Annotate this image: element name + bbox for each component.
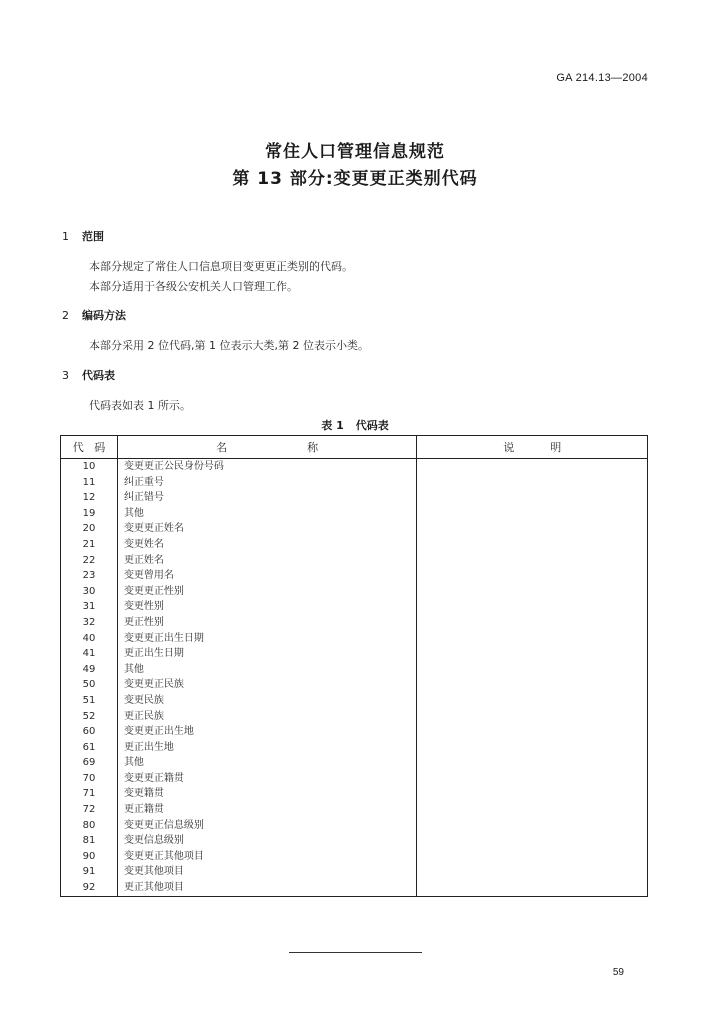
row-description — [417, 521, 648, 537]
row-code: 22 — [61, 553, 118, 569]
row-name: 纠正错号 — [117, 490, 416, 506]
table-row — [61, 740, 648, 756]
row-description — [417, 615, 648, 631]
row-description — [417, 568, 648, 584]
code-table — [60, 435, 648, 897]
table-row — [61, 709, 648, 725]
row-name: 变更曾用名 — [117, 568, 416, 584]
row-description — [417, 506, 648, 522]
row-name: 变更更正籍贯 — [117, 771, 416, 787]
table-row — [61, 506, 648, 522]
row-name: 变更籍贯 — [117, 786, 416, 802]
paragraph: 本部分规定了常住人口信息项目变更更正类别的代码。 — [89, 260, 353, 273]
section-number: 3 — [62, 369, 69, 382]
table-row — [61, 553, 648, 569]
row-name: 变更性别 — [117, 599, 416, 615]
row-name: 变更更正出生地 — [117, 724, 416, 740]
row-code: 70 — [61, 771, 118, 787]
row-name: 变更更正信息级别 — [117, 818, 416, 834]
table-row — [61, 599, 648, 615]
paragraph: 本部分适用于各级公安机关人口管理工作。 — [89, 280, 298, 293]
row-name: 更正出生地 — [117, 740, 416, 756]
table-row — [61, 818, 648, 834]
row-code: 51 — [61, 693, 118, 709]
section-title: 范围 — [82, 230, 104, 243]
page-number: 59 — [612, 967, 624, 978]
row-code: 23 — [61, 568, 118, 584]
row-name: 变更姓名 — [117, 537, 416, 553]
section-number: 1 — [62, 230, 69, 243]
row-code: 30 — [61, 584, 118, 600]
table-row — [61, 584, 648, 600]
table-row — [61, 568, 648, 584]
table-row — [61, 849, 648, 865]
paragraph: 代码表如表 1 所示。 — [89, 399, 191, 412]
row-name: 变更更正姓名 — [117, 521, 416, 537]
row-code: 12 — [61, 490, 118, 506]
row-name: 纠正重号 — [117, 475, 416, 491]
row-description — [417, 631, 648, 647]
row-code: 61 — [61, 740, 118, 756]
row-code: 72 — [61, 802, 118, 818]
row-code: 19 — [61, 506, 118, 522]
row-code: 20 — [61, 521, 118, 537]
row-description — [417, 818, 648, 834]
table-row — [61, 615, 648, 631]
row-description — [417, 802, 648, 818]
row-code: 71 — [61, 786, 118, 802]
row-code: 31 — [61, 599, 118, 615]
row-name: 变更更正公民身份号码 — [117, 459, 416, 475]
table-row — [61, 755, 648, 771]
row-description — [417, 880, 648, 896]
table-row — [61, 631, 648, 647]
table-row — [61, 786, 648, 802]
row-name: 变更更正民族 — [117, 677, 416, 693]
row-description — [417, 677, 648, 693]
row-name: 变更更正性别 — [117, 584, 416, 600]
footer-rule — [289, 952, 422, 953]
row-description — [417, 849, 648, 865]
row-name: 变更民族 — [117, 693, 416, 709]
row-code: 91 — [61, 864, 118, 880]
row-description — [417, 584, 648, 600]
row-name: 更正民族 — [117, 709, 416, 725]
row-description — [417, 646, 648, 662]
table-header-row — [61, 436, 648, 459]
row-name: 变更更正其他项目 — [117, 849, 416, 865]
row-code: 49 — [61, 662, 118, 678]
section-heading-code-table — [62, 367, 115, 383]
header-code: 代 码 — [61, 436, 118, 459]
row-description — [417, 459, 648, 475]
row-name: 更正姓名 — [117, 553, 416, 569]
row-name: 变更更正出生日期 — [117, 631, 416, 647]
table-row — [61, 693, 648, 709]
row-code: 40 — [61, 631, 118, 647]
standard-code: GA 214.13—2004 — [556, 72, 648, 84]
row-code: 81 — [61, 833, 118, 849]
paragraph: 本部分采用 2 位代码,第 1 位表示大类,第 2 位表示小类。 — [89, 339, 369, 352]
row-description — [417, 833, 648, 849]
row-name: 变更其他项目 — [117, 864, 416, 880]
table-row — [61, 833, 648, 849]
section-heading-scope — [62, 228, 104, 244]
table-caption — [0, 417, 710, 433]
row-code: 92 — [61, 880, 118, 896]
row-description — [417, 662, 648, 678]
table-row — [61, 724, 648, 740]
table-row — [61, 662, 648, 678]
row-name: 其他 — [117, 662, 416, 678]
table-row — [61, 677, 648, 693]
row-description — [417, 599, 648, 615]
header-name: 名 称 — [117, 436, 416, 459]
table-row — [61, 864, 648, 880]
row-code: 52 — [61, 709, 118, 725]
row-code: 10 — [61, 459, 118, 475]
row-name: 其他 — [117, 506, 416, 522]
row-code: 11 — [61, 475, 118, 491]
table-row — [61, 771, 648, 787]
row-code: 80 — [61, 818, 118, 834]
row-code: 50 — [61, 677, 118, 693]
document-subtitle: 第 13 部分:变更更正类别代码 — [232, 169, 478, 189]
table-row — [61, 880, 648, 896]
row-description — [417, 724, 648, 740]
section-title: 编码方法 — [82, 309, 126, 322]
section-heading-coding-method — [62, 307, 126, 323]
row-name: 更正出生日期 — [117, 646, 416, 662]
row-description — [417, 553, 648, 569]
table-row — [61, 490, 648, 506]
row-description — [417, 537, 648, 553]
row-description — [417, 864, 648, 880]
row-name: 更正其他项目 — [117, 880, 416, 896]
row-code: 90 — [61, 849, 118, 865]
table-row — [61, 459, 648, 475]
document-title: 常住人口管理信息规范 — [265, 142, 445, 162]
row-description — [417, 693, 648, 709]
table-caption-title: 代码表 — [355, 419, 389, 432]
row-name: 其他 — [117, 755, 416, 771]
table-row — [61, 802, 648, 818]
row-code: 60 — [61, 724, 118, 740]
row-name: 变更信息级别 — [117, 833, 416, 849]
table-row — [61, 521, 648, 537]
table-row — [61, 537, 648, 553]
row-description — [417, 740, 648, 756]
row-description — [417, 475, 648, 491]
header-description: 说 明 — [417, 436, 648, 459]
row-code: 41 — [61, 646, 118, 662]
table-caption-label: 表 1 — [321, 419, 344, 432]
row-name: 更正性别 — [117, 615, 416, 631]
table-row — [61, 646, 648, 662]
section-title: 代码表 — [82, 369, 115, 382]
row-name: 更正籍贯 — [117, 802, 416, 818]
row-description — [417, 490, 648, 506]
row-code: 21 — [61, 537, 118, 553]
row-description — [417, 709, 648, 725]
row-description — [417, 755, 648, 771]
row-description — [417, 771, 648, 787]
row-description — [417, 786, 648, 802]
row-code: 69 — [61, 755, 118, 771]
row-code: 32 — [61, 615, 118, 631]
table-row — [61, 475, 648, 491]
section-number: 2 — [62, 309, 69, 322]
